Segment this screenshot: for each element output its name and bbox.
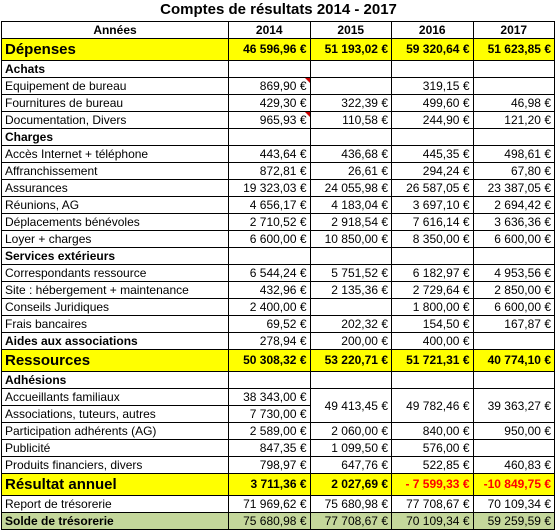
resultat-value[interactable]: 3 711,36 € xyxy=(229,474,311,496)
row-label[interactable]: Publicité xyxy=(2,440,229,457)
row-label[interactable]: Déplacements bénévoles xyxy=(2,214,229,231)
table-row xyxy=(2,316,555,333)
cell-value[interactable]: 75 680,98 € xyxy=(310,496,392,513)
cell-value[interactable]: 200,00 € xyxy=(310,333,392,350)
header-year[interactable]: 2014 xyxy=(229,22,311,39)
ressources-value[interactable]: 40 774,10 € xyxy=(473,350,555,372)
header-year[interactable]: 2016 xyxy=(392,22,474,39)
resultat-label[interactable]: Résultat annuel xyxy=(2,474,229,496)
merged-cell-value[interactable]: 49 782,46 € xyxy=(392,389,474,423)
resultat-value-negative[interactable]: -10 849,75 € xyxy=(473,474,555,496)
cell-value[interactable]: 872,81 € xyxy=(229,163,311,180)
table-row xyxy=(2,231,555,248)
cell-value[interactable]: 400,00 € xyxy=(392,333,474,350)
cell-value[interactable]: 429,30 € xyxy=(229,95,311,112)
row-label[interactable]: Documentation, Divers xyxy=(2,112,229,129)
table-row xyxy=(2,112,555,129)
row-label[interactable]: Report de trésorerie xyxy=(2,496,229,513)
depenses-value[interactable]: 51 193,02 € xyxy=(310,39,392,61)
solde-value[interactable]: 77 708,67 € xyxy=(310,513,392,530)
cell-value[interactable]: 67,80 € xyxy=(473,163,555,180)
cell-value[interactable]: 445,35 € xyxy=(392,146,474,163)
sheet-title: Comptes de résultats 2014 - 2017 xyxy=(160,1,397,18)
row-label[interactable]: Conseils Juridiques xyxy=(2,299,229,316)
cell-value[interactable]: 2 135,36 € xyxy=(310,282,392,299)
cell-value[interactable]: 2 729,64 € xyxy=(392,282,474,299)
cell-value[interactable]: 4 183,04 € xyxy=(310,197,392,214)
cell-value[interactable] xyxy=(473,78,555,95)
section-label[interactable]: Charges xyxy=(2,129,229,146)
cell-value[interactable]: 278,94 € xyxy=(229,333,311,350)
row-label[interactable]: Accès Internet + téléphone xyxy=(2,146,229,163)
cell-value-with-comment[interactable]: 965,93 € xyxy=(229,112,311,129)
cell-value-with-comment[interactable]: 869,90 € xyxy=(229,78,311,95)
section-services xyxy=(2,248,555,265)
resultat-value-negative[interactable]: - 7 599,33 € xyxy=(392,474,474,496)
row-label[interactable]: Fournitures de bureau xyxy=(2,95,229,112)
cell-value[interactable]: 2 694,42 € xyxy=(473,197,555,214)
row-label[interactable]: Participation adhérents (AG) xyxy=(2,423,229,440)
cell-value[interactable] xyxy=(310,299,392,316)
table-row xyxy=(2,146,555,163)
ressources-value[interactable]: 51 721,31 € xyxy=(392,350,474,372)
row-label[interactable]: Affranchissement xyxy=(2,163,229,180)
cell-value[interactable] xyxy=(473,440,555,457)
resultat-value[interactable]: 2 027,69 € xyxy=(310,474,392,496)
cell-value[interactable]: 460,83 € xyxy=(473,457,555,474)
table-row xyxy=(2,214,555,231)
cell-value[interactable]: 202,32 € xyxy=(310,316,392,333)
section-label[interactable]: Aides aux associations xyxy=(2,333,229,350)
cell-value[interactable]: 499,60 € xyxy=(392,95,474,112)
cell-value[interactable]: 8 350,00 € xyxy=(392,231,474,248)
table-row xyxy=(2,282,555,299)
aides-row xyxy=(2,333,555,350)
cell-value[interactable]: 121,20 € xyxy=(473,112,555,129)
header-year[interactable]: 2015 xyxy=(310,22,392,39)
cell-value[interactable]: 3 697,10 € xyxy=(392,197,474,214)
cell-value[interactable]: 24 055,98 € xyxy=(310,180,392,197)
header-label[interactable]: Années xyxy=(2,22,229,39)
cell-value[interactable]: 798,97 € xyxy=(229,457,311,474)
cell-value[interactable]: 10 850,00 € xyxy=(310,231,392,248)
section-label[interactable]: Adhésions xyxy=(2,372,229,389)
cell-value[interactable]: 7 730,00 € xyxy=(229,406,311,423)
table-row xyxy=(2,265,555,282)
cell-value[interactable]: 244,90 € xyxy=(392,112,474,129)
cell-value[interactable]: 6 600,00 € xyxy=(229,231,311,248)
cell-value[interactable]: 950,00 € xyxy=(473,423,555,440)
section-adhesions xyxy=(2,372,555,389)
cell-value[interactable]: 2 918,54 € xyxy=(310,214,392,231)
cell-value[interactable]: 46,98 € xyxy=(473,95,555,112)
section-label[interactable]: Achats xyxy=(2,61,229,78)
solde-row xyxy=(2,513,555,530)
cell-value[interactable]: 6 600,00 € xyxy=(473,231,555,248)
cell-value[interactable]: 2 710,52 € xyxy=(229,214,311,231)
depenses-row xyxy=(2,39,555,61)
section-label[interactable]: Services extérieurs xyxy=(2,248,229,265)
header-year[interactable]: 2017 xyxy=(473,22,555,39)
section-achats xyxy=(2,61,555,78)
table-row xyxy=(2,440,555,457)
cell-value[interactable]: 2 400,00 € xyxy=(229,299,311,316)
cell-value[interactable]: 5 751,52 € xyxy=(310,265,392,282)
row-label[interactable]: Equipement de bureau xyxy=(2,78,229,95)
row-label[interactable]: Loyer + charges xyxy=(2,231,229,248)
row-label[interactable]: Frais bancaires xyxy=(2,316,229,333)
cell-value[interactable] xyxy=(473,333,555,350)
cell-value[interactable]: 498,61 € xyxy=(473,146,555,163)
table-row xyxy=(2,389,555,406)
depenses-value[interactable]: 46 596,96 € xyxy=(229,39,311,61)
cell-value[interactable]: 3 636,36 € xyxy=(473,214,555,231)
solde-value[interactable]: 75 680,98 € xyxy=(229,513,311,530)
table-row xyxy=(2,299,555,316)
row-label[interactable]: Associations, tuteurs, autres xyxy=(2,406,229,423)
cell-value[interactable]: 6 544,24 € xyxy=(229,265,311,282)
cell-value[interactable]: 70 109,34 € xyxy=(473,496,555,513)
row-label[interactable]: Correspondants ressource xyxy=(2,265,229,282)
resultat-row xyxy=(2,474,555,496)
cell-value[interactable]: 69,52 € xyxy=(229,316,311,333)
cell-value[interactable]: 19 323,03 € xyxy=(229,180,311,197)
row-label[interactable]: Assurances xyxy=(2,180,229,197)
depenses-value[interactable]: 51 623,85 € xyxy=(473,39,555,61)
cell-value[interactable]: 840,00 € xyxy=(392,423,474,440)
solde-label[interactable]: Solde de trésorerie xyxy=(2,513,229,530)
ressources-row xyxy=(2,350,555,372)
depenses-value[interactable]: 59 320,64 € xyxy=(392,39,474,61)
cell-value[interactable]: 322,39 € xyxy=(310,95,392,112)
cell-value[interactable]: 6 600,00 € xyxy=(473,299,555,316)
row-label[interactable]: Produits financiers, divers xyxy=(2,457,229,474)
cell-value[interactable]: 23 387,05 € xyxy=(473,180,555,197)
cell-value[interactable]: 2 850,00 € xyxy=(473,282,555,299)
results-table xyxy=(1,21,555,530)
row-label[interactable]: Site : hébergement + maintenance xyxy=(2,282,229,299)
cell-value[interactable]: 443,64 € xyxy=(229,146,311,163)
section-charges xyxy=(2,129,555,146)
cell-value[interactable]: 26 587,05 € xyxy=(392,180,474,197)
ressources-label[interactable]: Ressources xyxy=(2,350,229,372)
depenses-label[interactable]: Dépenses xyxy=(2,39,229,61)
cell-value[interactable]: 2 589,00 € xyxy=(229,423,311,440)
merged-cell-value[interactable]: 39 363,27 € xyxy=(473,389,555,423)
cell-value[interactable]: 154,50 € xyxy=(392,316,474,333)
cell-value[interactable]: 1 800,00 € xyxy=(392,299,474,316)
ressources-value[interactable]: 53 220,71 € xyxy=(310,350,392,372)
row-label[interactable]: Accueillants familiaux xyxy=(2,389,229,406)
row-label[interactable]: Réunions, AG xyxy=(2,197,229,214)
cell-value[interactable]: 4 953,56 € xyxy=(473,265,555,282)
cell-value[interactable]: 436,68 € xyxy=(310,146,392,163)
cell-value[interactable]: 2 060,00 € xyxy=(310,423,392,440)
table-row xyxy=(2,78,555,95)
table-row xyxy=(2,197,555,214)
ressources-value[interactable]: 50 308,32 € xyxy=(229,350,311,372)
table-row xyxy=(2,95,555,112)
cell-value[interactable]: 77 708,67 € xyxy=(392,496,474,513)
cell-value[interactable]: 647,76 € xyxy=(310,457,392,474)
table-row xyxy=(2,180,555,197)
cell-value[interactable]: 576,00 € xyxy=(392,440,474,457)
cell-value[interactable]: 7 616,14 € xyxy=(392,214,474,231)
cell-value[interactable]: 26,61 € xyxy=(310,163,392,180)
cell-value[interactable]: 847,35 € xyxy=(229,440,311,457)
cell-value[interactable]: 1 099,50 € xyxy=(310,440,392,457)
table-row xyxy=(2,163,555,180)
merged-cell-value[interactable]: 49 413,45 € xyxy=(310,389,392,423)
solde-value[interactable]: 70 109,34 € xyxy=(392,513,474,530)
cell-value[interactable]: 432,96 € xyxy=(229,282,311,299)
cell-value[interactable]: 294,24 € xyxy=(392,163,474,180)
header-row xyxy=(2,22,555,39)
cell-value[interactable]: 4 656,17 € xyxy=(229,197,311,214)
table-row xyxy=(2,457,555,474)
table-row xyxy=(2,423,555,440)
cell-value[interactable]: 71 969,62 € xyxy=(229,496,311,513)
cell-value[interactable]: 319,15 € xyxy=(392,78,474,95)
cell-value[interactable]: 110,58 € xyxy=(310,112,392,129)
cell-value[interactable]: 522,85 € xyxy=(392,457,474,474)
cell-value[interactable]: 38 343,00 € xyxy=(229,389,311,406)
cell-value[interactable] xyxy=(310,78,392,95)
solde-value[interactable]: 59 259,59 € xyxy=(473,513,555,530)
cell-value[interactable]: 167,87 € xyxy=(473,316,555,333)
cell-value[interactable]: 6 182,97 € xyxy=(392,265,474,282)
report-row xyxy=(2,496,555,513)
